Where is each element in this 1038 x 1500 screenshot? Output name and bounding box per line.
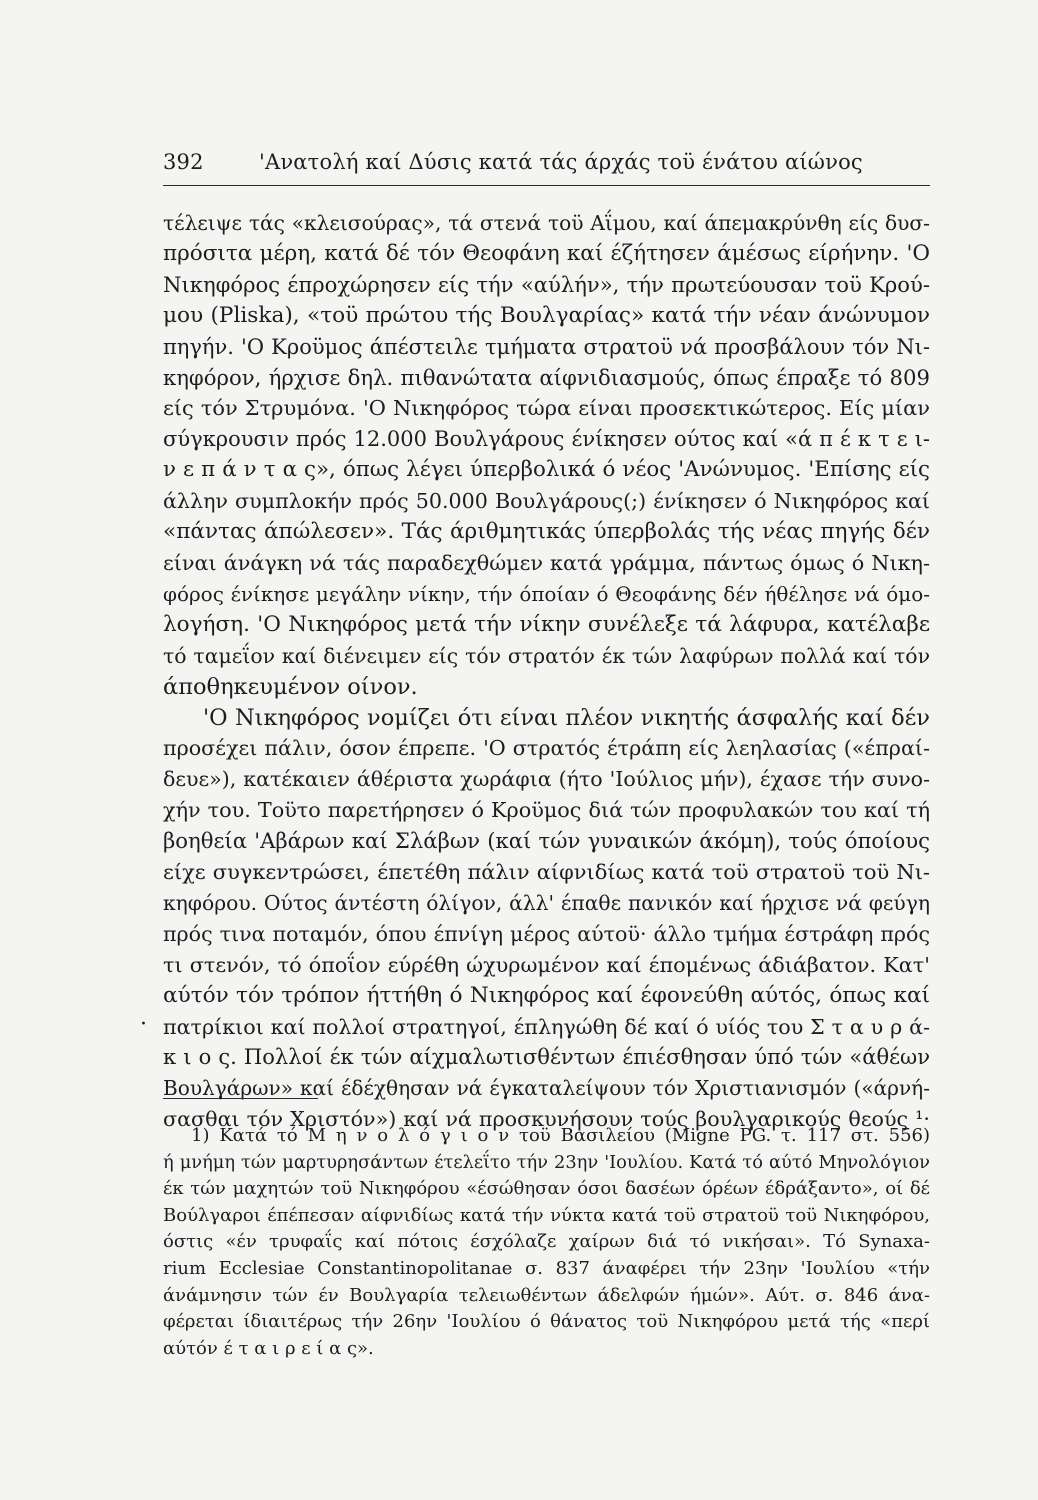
header-rule [163, 185, 930, 186]
text-line: 'Ο Νικηφόρος νομίζει ότι είναι πλέον νικητής άσφαλής καί δέν [203, 704, 930, 731]
text-line: πατρίκιοι καί πολλοί στρατηγοί, έπληγώθη δέ καί ό υίός του Σ τ α υ ρ ά- [163, 1014, 930, 1039]
footnote-line: rium Ecclesiae Constantinopolitanae σ. 837 άναφέρει τήν 23ην 'Ιουλίου «τήν [163, 1257, 930, 1279]
margin-mark: · [140, 1012, 147, 1037]
footnote-line: φέρεται ίδιαιτέρως τήν 26ην 'Ιουλίου ό θάνατος τοϋ Νικηφόρου μετά τής «περί [163, 1311, 930, 1333]
text-line: είχε συγκεντρώσει, έπετέθη πάλιν αίφνιδίως κατά τοϋ στρατοϋ τοϋ Νι- [163, 860, 930, 885]
text-line: τό ταμεΐον καί διένειμεν είς τόν στρατόν έκ τών λαφύρων πολλά καί τόν [163, 643, 930, 668]
running-title: 'Ανατολή καί Δύσις κατά τάς άρχάς τοϋ ένάτου αίώνος [259, 150, 863, 174]
text-line: αύτόν τόν τρόπον ήττήθη ό Νικηφόρος καί έφονεύθη αύτός, όπως καί [163, 982, 930, 1008]
text-line: φόρος ένίκησε μεγάλην νίκην, τήν όποίαν ό Θεοφάνης δέν ήθέλησε νά όμο- [163, 581, 930, 606]
footnote-line: άνάμνησιν τών έν Βουλγαρία τελειωθέντων άδελφών ήμών». Αύτ. σ. 846 άνα- [163, 1284, 930, 1306]
text-line: δευε»), κατέκαιεν άθέριστα χωράφια (ήτο 'Ιούλιος μήν), έχασε τήν συνο- [163, 767, 930, 792]
text-line: άλλην συμπλοκήν πρός 50.000 Βουλγάρους(;) ένίκησεν ό Νικηφόρος καί [163, 489, 930, 514]
page-number: 392 [163, 150, 204, 174]
text-line: ν ε π ά ν τ α ς», όπως λέγει ύπερβολικά ό νέος 'Ανώνυμος. 'Επίσης είς [163, 457, 930, 483]
text-line: είς τόν Στρυμόνα. 'Ο Νικηφόρος τώρα είναι προσεκτικώτερος. Είς μίαν [163, 396, 930, 421]
text-line: μου (Pliska), «τοϋ πρώτου τής Βουλγαρίας» κατά τήν νέαν άνώνυμον [163, 302, 930, 328]
text-line: προσέχει πάλιν, όσον έπρεπε. 'Ο στρατός έτράπη είς λεηλασίας («έπραί- [163, 736, 930, 761]
footnote-rule [163, 1098, 318, 1099]
footnote-line: ή μνήμη τών μαρτυρησάντων έτελεΐτο τήν 23ην 'Ιουλίου. Κατά τό αύτό Μηνολόγιον [163, 1151, 930, 1173]
text-line: κ ι ο ς. Πολλοί έκ τών αίχμαλωτισθέντων έπιέσθησαν ύπό τών «άθέων [163, 1044, 930, 1070]
text-line: πρός τινα ποταμόν, όπου έπνίγη μέρος αύτοϋ· άλλο τμήμα έστράφη πρός [163, 921, 930, 946]
footnotes [163, 1123, 930, 1362]
text-line: χήν του. Τοϋτο παρετήρησεν ό Κροϋμος διά τών προφυλακών του καί τή [163, 798, 930, 823]
text-line: κηφόρου. Ούτος άντέστη όλίγον, άλλ' έπαθε πανικόν καί ήρχισε νά φεύγη [163, 890, 930, 915]
text-line: σασθαι τόν Χριστόν») καί νά προσκυνήσουν τούς βουλγαρικούς θεούς ¹· [163, 1107, 930, 1132]
text-line: «πάντας άπώλεσεν». Τάς άριθμητικάς ύπερβολάς τής νέας πηγής δέν [163, 519, 930, 545]
text-line: Νικηφόρος έπροχώρησεν είς τήν «αύλήν», τήν πρωτεύουσαν τοϋ Κρού- [163, 271, 930, 297]
footnote-line: αύτόν έ τ α ι ρ ε ί α ς». [163, 1337, 374, 1359]
text-line: τι στενόν, τό όποΐον εύρέθη ώχυρωμένον καί έπομένως άδιάβατον. Κατ' [163, 952, 930, 977]
text-line: τέλειψε τάς «κλεισούρας», τά στενά τοϋ Αΐμου, καί άπεμακρύνθη είς δυσ- [163, 211, 930, 235]
text-line: πηγήν. 'Ο Κροϋμος άπέστειλε τμήματα στρατοϋ νά προσβάλουν τόν Νι- [163, 334, 930, 359]
text-line: κηφόρον, ήρχισε δηλ. πιθανώτατα αίφνιδιασμούς, όπως έπραξε τό 809 [163, 364, 930, 390]
text-line: άποθηκευμένον οίνον. [163, 673, 418, 700]
main-text [163, 208, 930, 1135]
footnote-line: όστις «έν τρυφαΐς καί πότοις έσχόλαζε χαίρων διά τό νικήσαι». Τό Synaxa- [163, 1231, 930, 1253]
footnote-line: έκ τών μαχητών τοϋ Νικηφόρου «έσώθησαν όσοι δασέων όρέων έδράξαντο», οί δέ [163, 1178, 930, 1200]
text-line: βοηθεία 'Αβάρων καί Σλάβων (καί τών γυναικών άκόμη), τούς όποίους [163, 828, 930, 854]
running-header [163, 150, 928, 174]
footnote-line: Βούλγαροι έπέπεσαν αίφνιδίως κατά τήν νύκτα κατά τοϋ στρατοϋ τοϋ Νικηφόρου, [163, 1204, 930, 1226]
text-line: λογήση. 'Ο Νικηφόρος μετά τήν νίκην συνέλεξε τά λάφυρα, κατέλαβε [163, 611, 930, 637]
text-line: Βουλγάρων» καί έδέχθησαν νά έγκαταλείψουν τόν Χριστιανισμόν («άρνή- [163, 1076, 930, 1101]
text-line: σύγκρουσιν πρός 12.000 Βουλγάρους ένίκησεν ούτος καί «ά π έ κ τ ε ι- [163, 426, 930, 452]
footnote-line: 1) Κατά τό Μ η ν ο λ ό γ ι ο ν τοϋ Βασιλείου (Migne PG. τ. 117 στ. 556) [191, 1125, 930, 1146]
text-line: είναι άνάγκη νά τάς παραδεχθώμεν κατά γράμμα, πάντως όμως ό Νικη- [163, 550, 930, 575]
text-line: πρόσιτα μέρη, κατά δέ τόν Θεοφάνη καί έζήτησεν άμέσως είρήνην. 'Ο [163, 240, 930, 266]
